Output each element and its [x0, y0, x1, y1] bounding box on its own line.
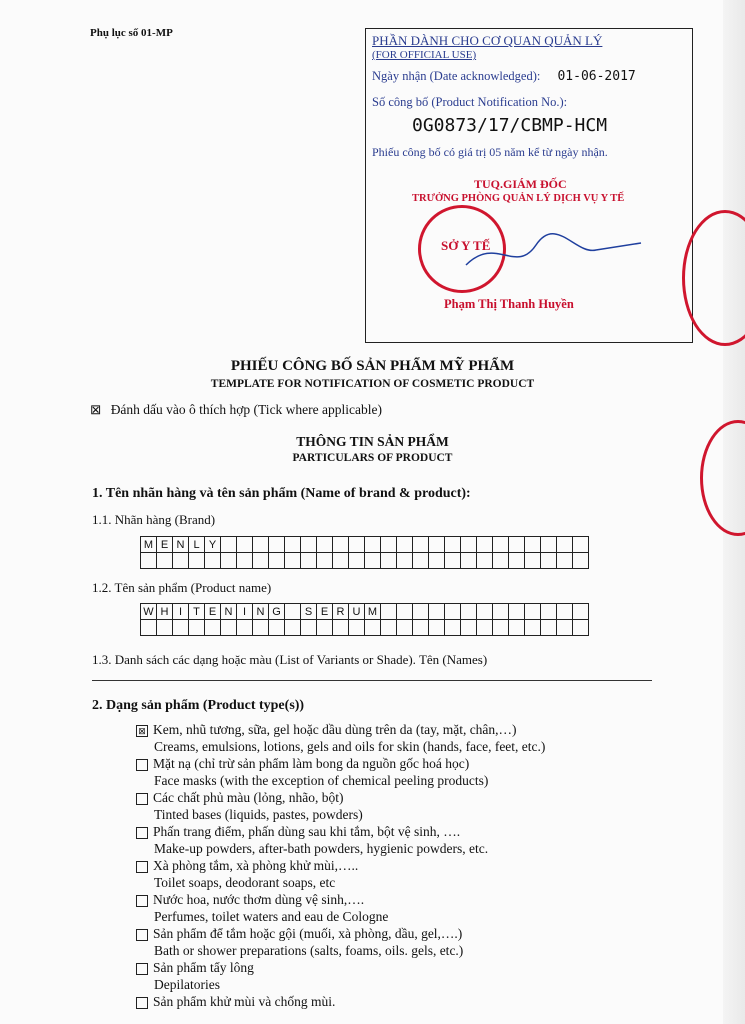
char-cell: [365, 620, 381, 636]
char-cell: [557, 620, 573, 636]
option-label-en: Perfumes, toilet waters and eau de Cologne: [154, 909, 389, 924]
char-cell: [301, 553, 317, 569]
char-cell: [557, 553, 573, 569]
char-cell: N: [173, 537, 189, 553]
char-cell: [285, 604, 301, 620]
signer-department: TRƯỞNG PHÒNG QUẢN LÝ DỊCH VỤ Y TẾ: [412, 193, 625, 204]
annex-label: Phụ lục số 01-MP: [90, 27, 173, 39]
char-cell: [253, 537, 269, 553]
notification-number-value: 0G0873/17/CBMP-HCM: [412, 115, 608, 136]
option-checkbox[interactable]: [136, 759, 148, 771]
char-cell: W: [141, 604, 157, 620]
char-cell: [189, 620, 205, 636]
product-type-option[interactable]: [136, 892, 364, 908]
char-cell: [253, 620, 269, 636]
brand-grid: [140, 536, 589, 569]
char-cell: H: [157, 604, 173, 620]
variants-label: 1.3. Danh sách các dạng hoặc màu (List of Variants or Shade). Tên (Names): [92, 652, 488, 667]
char-cell: [157, 553, 173, 569]
option-checkbox[interactable]: [136, 997, 148, 1009]
char-cell: [493, 604, 509, 620]
char-cell: [365, 537, 381, 553]
option-label-vi: Nước hoa, nước thơm dùng vệ sinh,….: [153, 892, 365, 907]
char-cell: [477, 620, 493, 636]
char-cell: [541, 604, 557, 620]
char-cell: [525, 537, 541, 553]
date-value: 01-06-2017: [557, 69, 636, 84]
char-cell: [445, 537, 461, 553]
char-cell: [461, 604, 477, 620]
tick-note: Đánh dấu vào ô thích hợp (Tick where applicable): [110, 402, 382, 417]
tick-instruction: [90, 402, 382, 418]
char-cell: [237, 620, 253, 636]
char-cell: [333, 553, 349, 569]
validity-note: Phiếu công bố có giá trị 05 năm kể từ ngày nhận.: [372, 145, 608, 159]
official-subtitle: (FOR OFFICIAL USE): [372, 49, 477, 61]
option-checkbox[interactable]: [136, 861, 148, 873]
option-checkbox[interactable]: ⊠: [136, 725, 148, 737]
char-cell: [253, 553, 269, 569]
option-label-vi: Phấn trang điểm, phấn dùng sau khi tắm, bột vệ sinh, ….: [153, 824, 461, 839]
char-cell: [557, 604, 573, 620]
char-cell: M: [365, 604, 381, 620]
char-cell: [141, 620, 157, 636]
char-cell: N: [221, 604, 237, 620]
brand-label: 1.1. Nhãn hàng (Brand): [92, 512, 216, 527]
product-name-label: 1.2. Tên sản phẩm (Product name): [92, 580, 272, 595]
char-cell: [205, 553, 221, 569]
char-cell: E: [205, 604, 221, 620]
char-cell: [317, 620, 333, 636]
notification-number-label: Số công bố (Product Notification No.):: [372, 95, 568, 109]
char-cell: [541, 537, 557, 553]
char-cell: [525, 553, 541, 569]
char-cell: [461, 553, 477, 569]
char-cell: [445, 604, 461, 620]
product-type-option[interactable]: [136, 960, 254, 976]
section1-title: 1. Tên nhãn hàng và tên sản phẩm (Name of brand & product):: [92, 486, 471, 501]
char-cell: [477, 537, 493, 553]
product-type-option[interactable]: [136, 722, 517, 738]
section2-title: 2. Dạng sản phẩm (Product type(s)): [92, 698, 305, 713]
char-cell: [189, 553, 205, 569]
char-cell: [333, 537, 349, 553]
char-cell: [509, 553, 525, 569]
char-cell: [285, 553, 301, 569]
char-cell: [285, 620, 301, 636]
option-label-en: Depilatories: [154, 977, 220, 992]
char-cell: [397, 620, 413, 636]
option-label-en: Tinted bases (liquids, pastes, powders): [154, 807, 363, 822]
char-cell: [397, 553, 413, 569]
char-cell: [397, 537, 413, 553]
char-cell: [173, 620, 189, 636]
option-checkbox[interactable]: [136, 895, 148, 907]
char-cell: [365, 553, 381, 569]
char-cell: [221, 537, 237, 553]
char-cell: [493, 620, 509, 636]
option-label-en: Bath or shower preparations (salts, foams, oils. gels, etc.): [154, 943, 464, 958]
option-label-vi: Các chất phủ màu (lỏng, nhão, bột): [153, 790, 344, 805]
option-label-vi: Xà phòng tắm, xà phòng khử mùi,…..: [153, 858, 359, 873]
char-cell: [141, 553, 157, 569]
char-cell: L: [189, 537, 205, 553]
char-cell: [157, 620, 173, 636]
option-label-vi: Kem, nhũ tương, sữa, gel hoặc dầu dùng trên da (tay, mặt, chân,…): [153, 722, 517, 737]
char-cell: [333, 620, 349, 636]
char-cell: [397, 604, 413, 620]
option-checkbox[interactable]: [136, 963, 148, 975]
char-cell: [557, 537, 573, 553]
char-cell: [509, 537, 525, 553]
form-title-en: TEMPLATE FOR NOTIFICATION OF COSMETIC PRODUCT: [210, 378, 535, 390]
char-cell: [445, 620, 461, 636]
divider-line: [92, 680, 652, 681]
char-cell: [477, 553, 493, 569]
form-title: PHIẾU CÔNG BỐ SẢN PHẨM MỸ PHẨM: [230, 358, 515, 374]
char-cell: [413, 620, 429, 636]
char-cell: [349, 537, 365, 553]
product-type-option[interactable]: [136, 790, 343, 806]
char-cell: [429, 553, 445, 569]
char-cell: [573, 553, 589, 569]
char-cell: [573, 620, 589, 636]
char-cell: [429, 604, 445, 620]
char-cell: [445, 553, 461, 569]
char-cell: [173, 553, 189, 569]
char-cell: E: [157, 537, 173, 553]
char-cell: [221, 620, 237, 636]
char-cell: [205, 620, 221, 636]
product-type-option[interactable]: [136, 926, 462, 942]
product-type-option[interactable]: [136, 994, 335, 1010]
option-label-en: Creams, emulsions, lotions, gels and oils for skin (hands, face, feet, etc.): [154, 739, 546, 754]
option-checkbox[interactable]: [136, 827, 148, 839]
date-acknowledged: [372, 69, 636, 84]
char-cell: [301, 620, 317, 636]
char-cell: [381, 553, 397, 569]
char-cell: [381, 604, 397, 620]
char-cell: [525, 604, 541, 620]
tick-mark: ⊠: [90, 402, 102, 417]
char-cell: [269, 620, 285, 636]
seal-text: SỞ Y TẾ: [441, 238, 491, 253]
official-use-box: [365, 28, 693, 343]
particulars-title: THÔNG TIN SẢN PHẨM: [296, 434, 449, 449]
product-type-option[interactable]: [136, 858, 358, 874]
char-cell: [509, 620, 525, 636]
char-cell: [429, 537, 445, 553]
char-cell: [413, 604, 429, 620]
product-name-grid: [140, 603, 589, 636]
char-cell: [237, 537, 253, 553]
char-cell: I: [237, 604, 253, 620]
char-cell: M: [141, 537, 157, 553]
char-cell: [269, 553, 285, 569]
option-label-en: Face masks (with the exception of chemical peeling products): [154, 773, 489, 788]
char-cell: Y: [205, 537, 221, 553]
char-cell: [573, 537, 589, 553]
char-cell: [573, 604, 589, 620]
char-cell: [429, 620, 445, 636]
char-cell: T: [189, 604, 205, 620]
char-cell: [269, 537, 285, 553]
char-cell: R: [333, 604, 349, 620]
char-cell: [461, 620, 477, 636]
official-title: PHẦN DÀNH CHO CƠ QUAN QUẢN LÝ: [372, 33, 603, 48]
signer-name: Phạm Thị Thanh Huyền: [444, 297, 574, 311]
char-cell: [237, 553, 253, 569]
product-type-option[interactable]: [136, 824, 460, 840]
signature: [456, 225, 646, 285]
char-cell: [493, 553, 509, 569]
option-label-en: Make-up powders, after-bath powders, hygienic powders, etc.: [154, 841, 489, 856]
particulars-title-en: PARTICULARS OF PRODUCT: [292, 452, 453, 464]
char-cell: [285, 537, 301, 553]
char-cell: [381, 620, 397, 636]
char-cell: G: [269, 604, 285, 620]
option-label-vi: Sản phẩm khử mùi và chống mùi.: [153, 994, 336, 1009]
char-cell: [525, 620, 541, 636]
char-cell: [317, 537, 333, 553]
char-cell: [461, 537, 477, 553]
char-cell: [349, 553, 365, 569]
char-cell: [349, 620, 365, 636]
char-cell: [493, 537, 509, 553]
char-cell: [541, 620, 557, 636]
char-cell: [477, 604, 493, 620]
char-cell: [221, 553, 237, 569]
char-cell: N: [253, 604, 269, 620]
date-label: Ngày nhận (Date acknowledged):: [372, 69, 541, 83]
char-cell: [413, 537, 429, 553]
option-label-vi: Sản phẩm để tắm hoặc gội (muối, xà phòng, dầu, gel,….): [153, 926, 463, 941]
option-label-vi: Mặt nạ (chỉ trừ sản phẩm làm bong da nguồn gốc hoá học): [153, 756, 470, 771]
char-cell: S: [301, 604, 317, 620]
product-type-option[interactable]: [136, 756, 469, 772]
char-cell: U: [349, 604, 365, 620]
char-cell: E: [317, 604, 333, 620]
char-cell: [541, 553, 557, 569]
char-cell: [301, 537, 317, 553]
char-cell: [509, 604, 525, 620]
option-checkbox[interactable]: [136, 929, 148, 941]
option-checkbox[interactable]: [136, 793, 148, 805]
char-cell: [317, 553, 333, 569]
char-cell: [413, 553, 429, 569]
option-label-en: Toilet soaps, deodorant soaps, etc: [154, 875, 336, 890]
signer-title: TUQ.GIÁM ĐỐC: [474, 177, 567, 191]
option-label-vi: Sản phẩm tẩy lông: [153, 960, 254, 975]
char-cell: I: [173, 604, 189, 620]
char-cell: [381, 537, 397, 553]
